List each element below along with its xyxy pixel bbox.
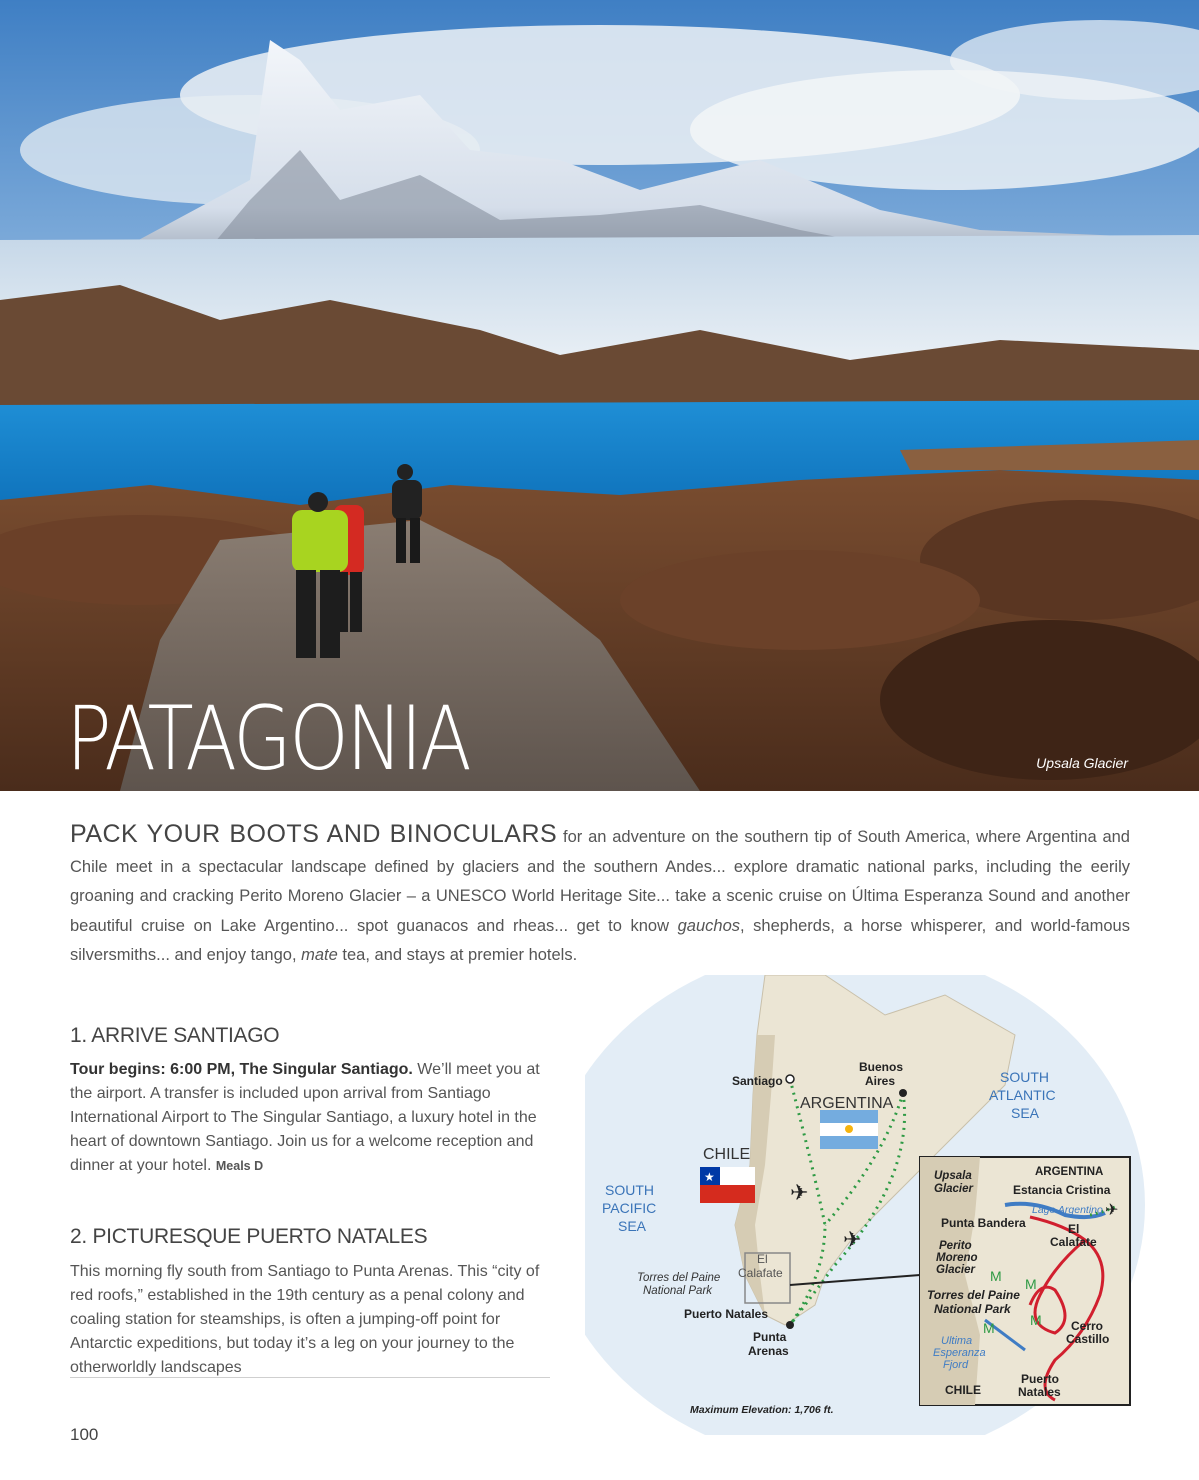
map-label-arenas: Arenas bbox=[748, 1344, 789, 1358]
map-label-south-atlantic-3: SEA bbox=[1011, 1105, 1040, 1121]
day-1-text: We’ll meet you at the airport. A transfer is included upon arrival from Santiago International Airport to The Singular Santiago, a luxury hotel in the heart of downtown Santiago. Join us for a welcome reception and dinner at your hotel. bbox=[70, 1061, 540, 1174]
mountain-icon: M bbox=[990, 1268, 1002, 1284]
inset-label-national-park: National Park bbox=[934, 1302, 1011, 1316]
inset-label-lago-argentino: Lago Argentino bbox=[1032, 1204, 1103, 1216]
inset-label-punta-bandera: Punta Bandera bbox=[941, 1216, 1026, 1230]
inset-label-glacier: Glacier bbox=[934, 1183, 973, 1195]
day-1-body bbox=[70, 1058, 562, 1178]
mountain-icon: M bbox=[983, 1320, 995, 1336]
page-title: PATAGONIA bbox=[66, 687, 470, 790]
map-label-south-pacific-3: SEA bbox=[618, 1218, 647, 1234]
footer-divider bbox=[70, 1377, 550, 1378]
day-2-heading: 2. PICTURESQUE PUERTO NATALES bbox=[70, 1225, 428, 1248]
inset-label-esperanza: Esperanza bbox=[933, 1347, 986, 1359]
map-label-national-park: National Park bbox=[643, 1285, 713, 1297]
intro-text-3: tea, and stays at premier hotels. bbox=[337, 946, 578, 964]
mountain-icon: M bbox=[1030, 1312, 1042, 1328]
inset-label-cerro: Cerro bbox=[1071, 1319, 1104, 1333]
inset-label-estancia-cristina: Estancia Cristina bbox=[1013, 1183, 1111, 1197]
plane-icon: ✈ bbox=[790, 1180, 809, 1205]
intro-em-gauchos: gauchos bbox=[677, 916, 740, 935]
map-label-south-atlantic-2: ATLANTIC bbox=[989, 1087, 1056, 1103]
inset-label-chile: CHILE bbox=[945, 1383, 981, 1397]
map-label-puerto-natales: Puerto Natales bbox=[684, 1307, 769, 1321]
intro-paragraph bbox=[70, 820, 1130, 971]
map-label-chile: CHILE bbox=[703, 1146, 751, 1163]
intro-em-mate: mate bbox=[301, 946, 338, 964]
map-label-south-pacific-1: SOUTH bbox=[605, 1182, 654, 1198]
inset-label-puerto: Puerto bbox=[1021, 1372, 1060, 1386]
route-map bbox=[585, 975, 1145, 1435]
inset-label-el: El bbox=[1068, 1222, 1080, 1236]
inset-label-natales: Natales bbox=[1018, 1385, 1061, 1399]
intro-text-1: for an adventure on the southern tip of South America, where Argentina and Chile meet in a spectacular landscape defined by glaciers and the southern Andes... explore dramatic national parks, including the eerily groaning and cracking Perito Moreno Glacier – a UNESCO World Heritage Site... take a scenic cruise on Última Esperanza Sound and another beautiful cruise on Lake Argentino... spot guanacos and rheas... get to know bbox=[70, 828, 1130, 935]
inset-label-moreno: Moreno bbox=[936, 1252, 978, 1264]
map-label-buenos: Buenos bbox=[859, 1060, 904, 1074]
day-2-body: This morning fly south from Santiago to Punta Arenas. This “city of red roofs,” established in the 19th century as a penal colony and coaling station for steamships, is often a jumping-off point for Antarctic expeditions, but today it’s a leg on your journey to the otherworldly landscapes bbox=[70, 1263, 540, 1376]
inset-label-perito: Perito bbox=[939, 1240, 972, 1252]
inset-label-fjord: Fjord bbox=[943, 1359, 969, 1371]
max-elevation-note: Maximum Elevation: 1,706 ft. bbox=[690, 1404, 834, 1416]
intro-lead: PACK YOUR BOOTS AND BINOCULARS bbox=[70, 820, 558, 848]
map-label-calafate: Calafate bbox=[738, 1266, 783, 1280]
map-label-punta: Punta bbox=[753, 1330, 787, 1344]
mountain-icon: M bbox=[1025, 1276, 1037, 1292]
inset-label-upsala: Upsala bbox=[934, 1170, 972, 1182]
inset-label-calafate: Calafate bbox=[1050, 1235, 1097, 1249]
inset-label-torres: Torres del Paine bbox=[927, 1288, 1020, 1302]
svg-text:★: ★ bbox=[704, 1170, 715, 1184]
inset-label-argentina: ARGENTINA bbox=[1035, 1166, 1104, 1178]
inset-map bbox=[920, 1157, 1130, 1405]
day-1-heading: 1. ARRIVE SANTIAGO bbox=[70, 1024, 280, 1047]
map-label-santiago: Santiago bbox=[732, 1074, 783, 1088]
plane-icon: ✈ bbox=[1105, 1202, 1119, 1219]
plane-icon: ✈ bbox=[843, 1227, 862, 1252]
inset-label-castillo: Castillo bbox=[1066, 1332, 1110, 1346]
map-label-el: El bbox=[757, 1252, 768, 1266]
map-label-south-atlantic-1: SOUTH bbox=[1000, 1069, 1049, 1085]
map-label-torres: Torres del Paine bbox=[637, 1272, 721, 1284]
inset-label-glacier-2: Glacier bbox=[936, 1264, 975, 1276]
day-1-bold: Tour begins: 6:00 PM, The Singular Santiago. bbox=[70, 1061, 413, 1078]
map-label-aires: Aires bbox=[865, 1074, 896, 1088]
page-number: 100 bbox=[70, 1425, 99, 1444]
map-label-argentina: ARGENTINA bbox=[800, 1095, 894, 1112]
map-label-south-pacific-2: PACIFIC bbox=[602, 1200, 657, 1216]
chile-flag-icon bbox=[700, 1167, 755, 1203]
day-1-meals: Meals D bbox=[215, 1159, 264, 1173]
intro-text-2: , shepherds, a horse whisperer, and world-famous silversmiths... and enjoy tango, bbox=[70, 916, 1130, 964]
argentina-flag-icon bbox=[820, 1110, 878, 1149]
inset-label-ultima: Ultima bbox=[941, 1335, 973, 1347]
photo-caption: Upsala Glacier bbox=[1036, 755, 1128, 771]
